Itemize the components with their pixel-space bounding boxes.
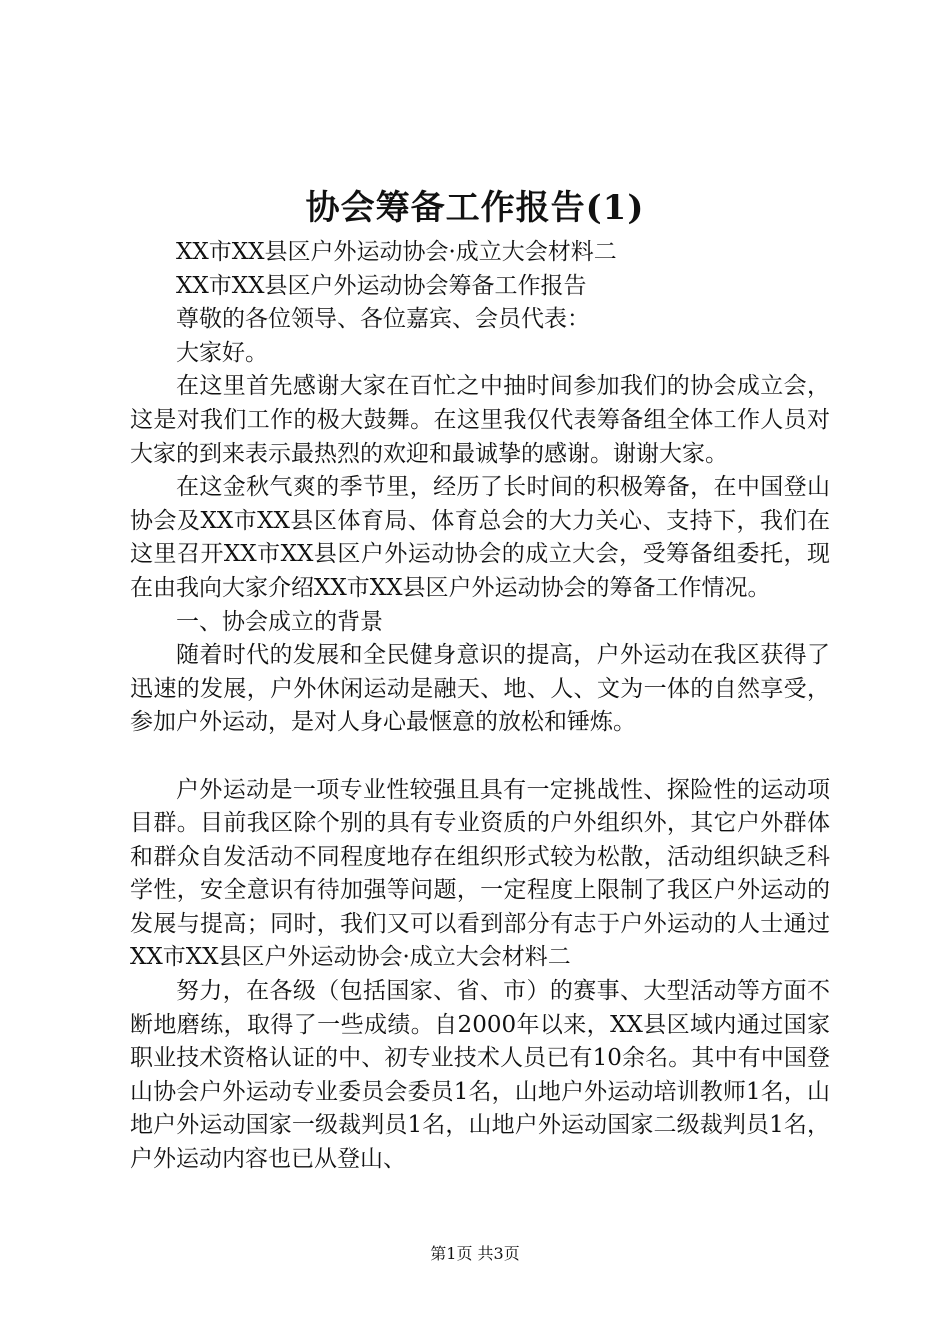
document-title: 协会筹备工作报告(1) (305, 188, 645, 228)
paragraph-thanks: 在这里首先感谢大家在百忙之中抽时间参加我们的协会成立会，这是对我们工作的极大鼓舞。在这里我仅代表筹备组全体工作人员对大家的到来表示最热烈的欢迎和最诚挚的感谢。谢谢大家。 (130, 373, 830, 467)
section-heading-background: 一、协会成立的背景 (176, 608, 383, 635)
paragraph-current-status: 户外运动是一项专业性较强且具有一定挑战性、探险性的运动项目群。目前我区除个别的具有专业资质的户外组织外，其它户外群体和群众自发活动不同程度地存在组织形式较为松散，活动组织缺乏科学性，安全意识有待加强等问题，一定程度上限制了我区户外运动的发展与提高；同时，我们又可以看到部分有志于户外运动的人士通过XX市XX县区户外运动协会·成立大会材料二 (130, 776, 830, 971)
blank-line (130, 740, 830, 774)
paragraph-salutation: 尊敬的各位领导、各位嘉宾、会员代表： (176, 306, 590, 333)
paragraph-greeting: 大家好。 (176, 339, 268, 366)
paragraph-development: 随着时代的发展和全民健身意识的提高，户外运动在我区获得了迅速的发展，户外休闲运动是融天、地、人、文为一体的自然享受，参加户外运动，是对人身心最惬意的放松和锤炼。 (130, 642, 830, 736)
paragraph-material-heading: XX市XX县区户外运动协会·成立大会材料二 (176, 239, 617, 265)
paragraph-introduction: 在这金秋气爽的季节里，经历了长时间的积极筹备，在中国登山协会及XX市XX县区体育局、体育总会的大力关心、支持下，我们在这里召开XX市XX县区户外运动协会的成立大会，受筹备组委托，现在由我向大家介绍XX市XX县区户外运动协会的筹备工作情况。 (130, 474, 830, 601)
page-footer: 第1页 共3页 (430, 1244, 520, 1263)
paragraph-report-heading: XX市XX县区户外运动协会筹备工作报告 (176, 272, 587, 299)
document-body (130, 236, 830, 1177)
paragraph-achievements: 努力，在各级（包括国家、省、市）的赛事、大型活动等方面不断地磨练，取得了一些成绩。自2000年以来，XX县区域内通过国家职业技术资格认证的中、初专业技术人员已有10余名。其中有中国登山协会户外运动专业委员会委员1名，山地户外运动培训教师1名，山地户外运动国家一级裁判员1名，山地户外运动国家二级裁判员1名，户外运动内容也已从登山、 (130, 978, 830, 1173)
